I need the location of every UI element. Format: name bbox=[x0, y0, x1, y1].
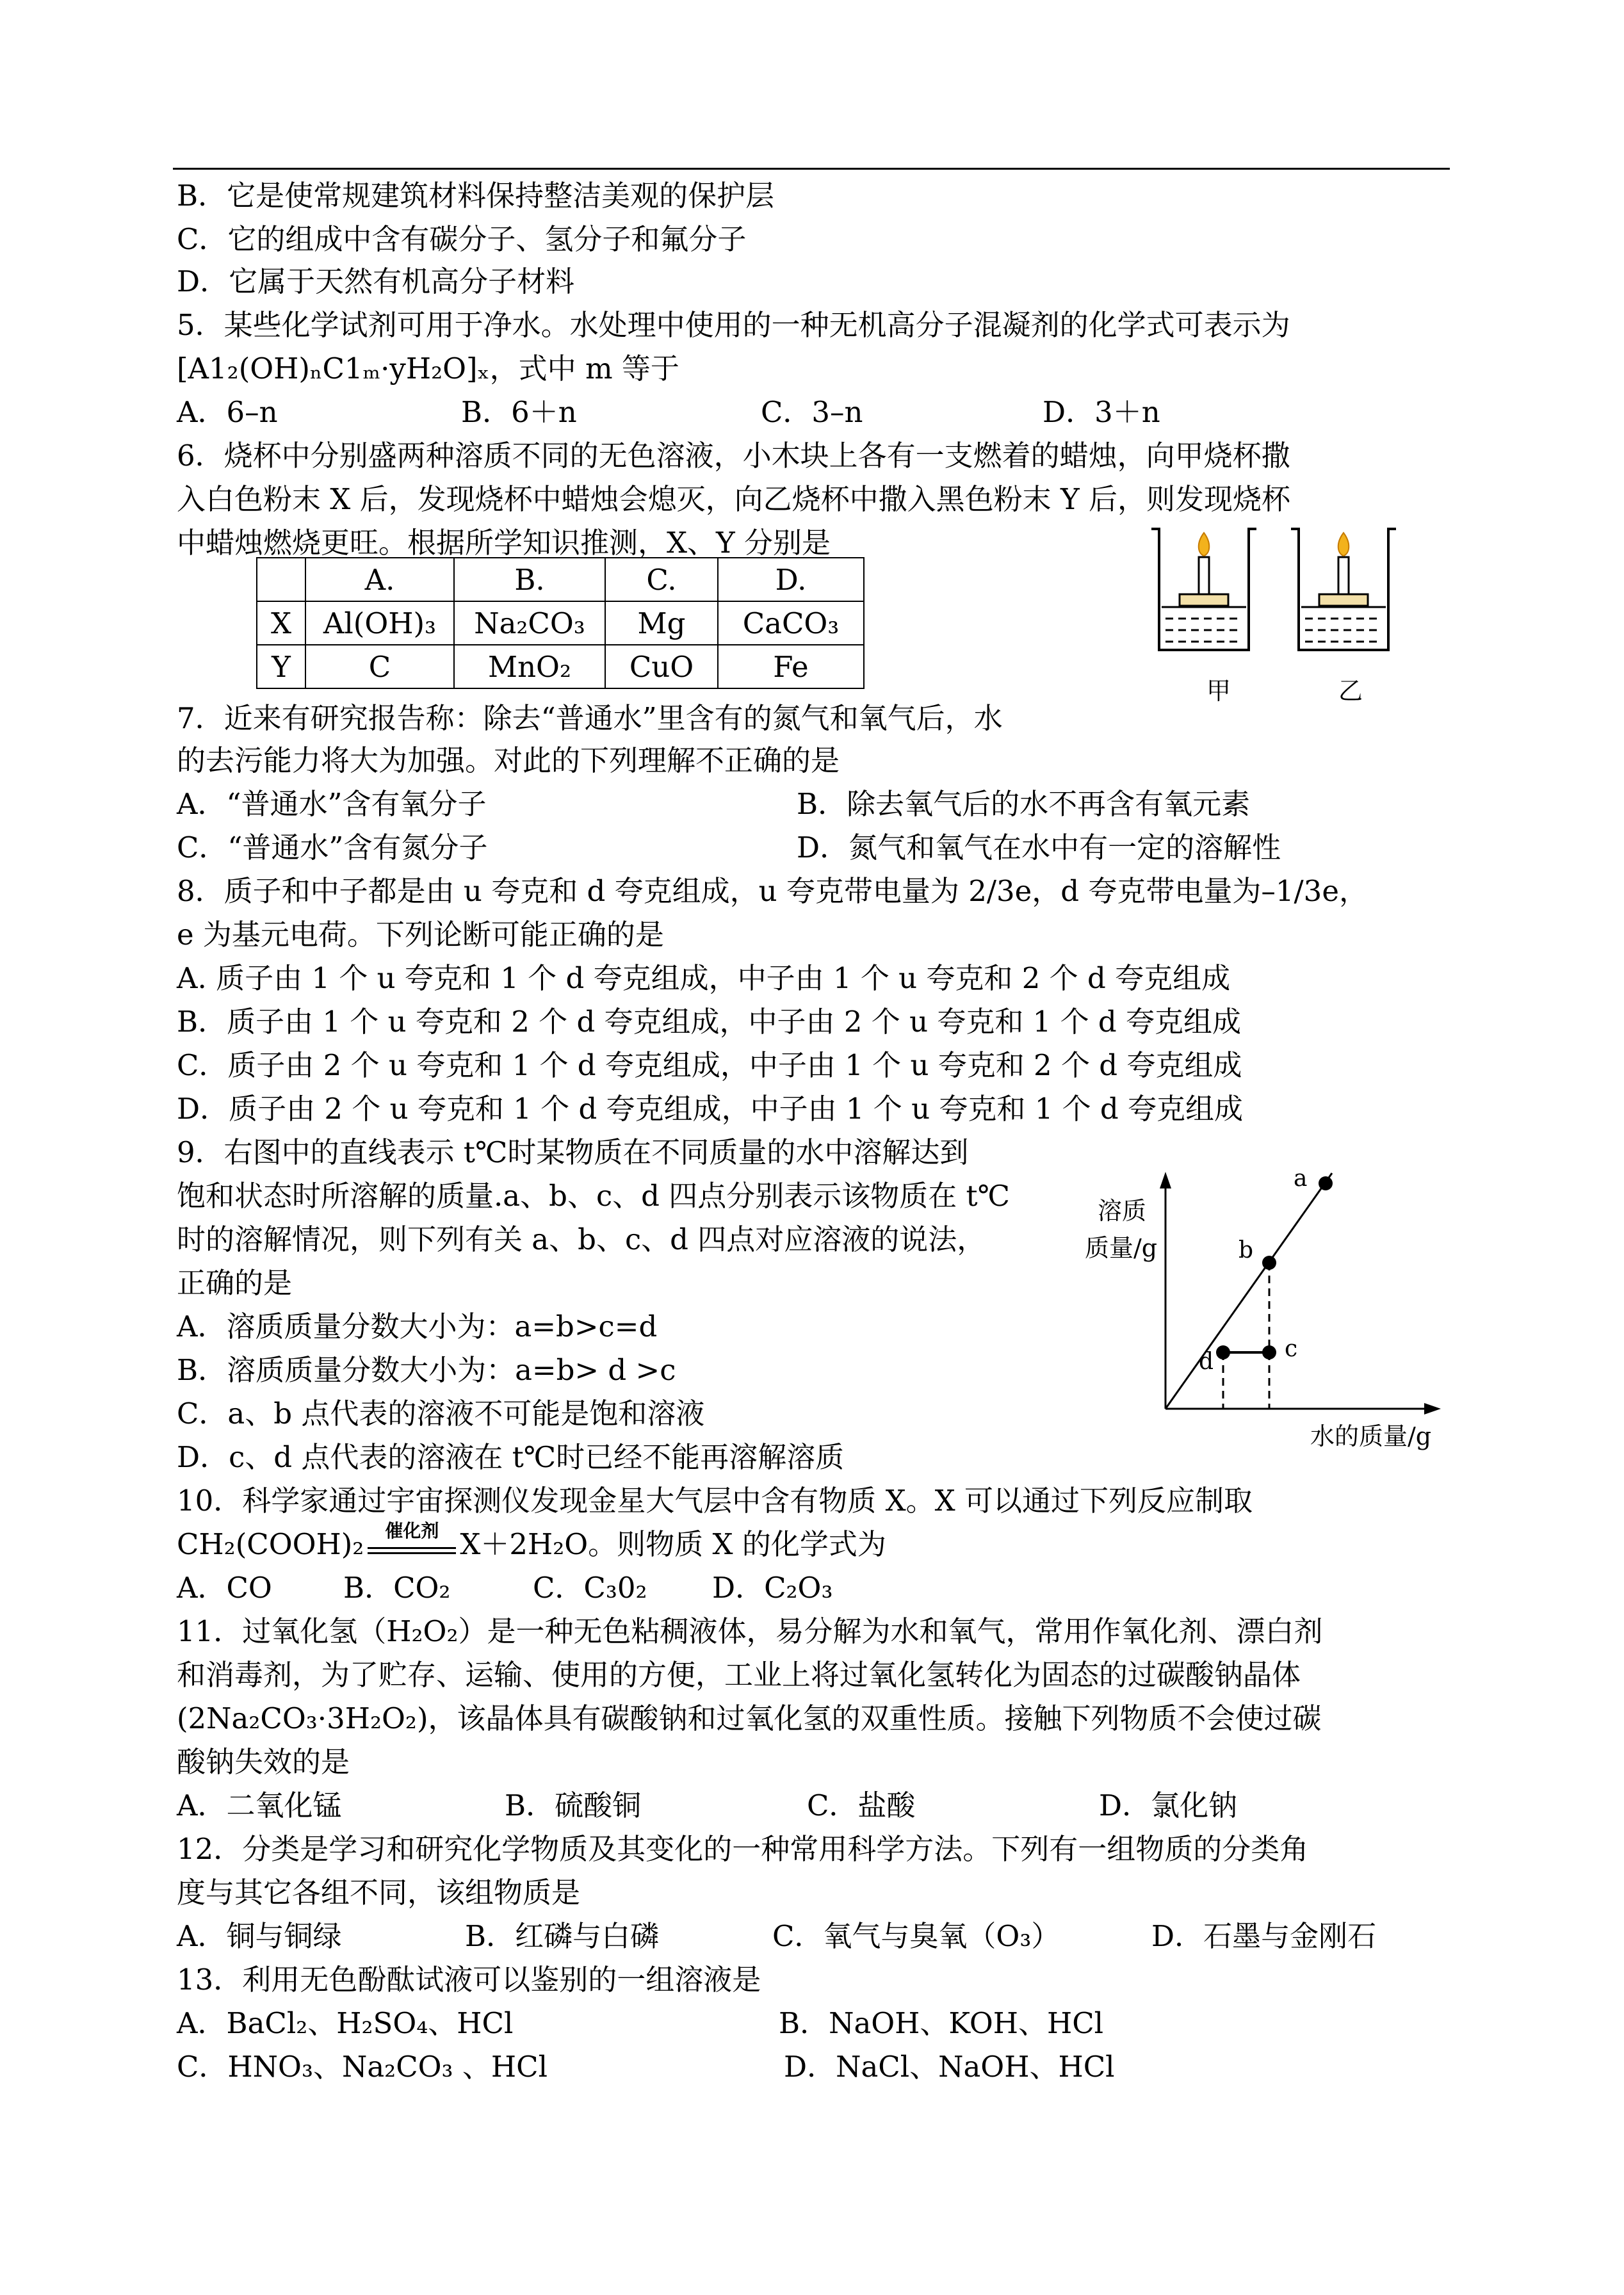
solubility-graph bbox=[1146, 1153, 1454, 1422]
table-cell: MnO₂ bbox=[454, 645, 605, 688]
q10-reactant: CH₂(COOH)₂ bbox=[177, 1527, 364, 1561]
q10-equation-line: CH₂(COOH)₂ 催化剂 X＋2H₂O。则物质 X 的化学式为 bbox=[177, 1520, 886, 1561]
q11-stem-3: (2Na₂CO₃·3H₂O₂)，该晶体具有碳酸钠和过氧化氢的双重性质。接触下列物质不会使过碳 bbox=[177, 1701, 1322, 1735]
header-rule bbox=[173, 168, 1450, 170]
y-axis-label-1: 溶质 bbox=[1098, 1197, 1147, 1225]
q13-option-b: B．NaOH、KOH、HCl bbox=[779, 2006, 1104, 2040]
q7-option-d: D．氮气和氧气在水中有一定的溶解性 bbox=[797, 831, 1281, 864]
q12-stem-1: 12．分类是学习和研究化学物质及其变化的一种常用科学方法。下列有一组物质的分类角 bbox=[177, 1832, 1309, 1866]
table-cell: C. bbox=[605, 558, 718, 601]
q10-option-c: C．C₃0₂ bbox=[533, 1571, 647, 1605]
q7-stem-2: 的去污能力将大为加强。对此的下列理解不正确的是 bbox=[177, 743, 840, 777]
q8-stem-1: 8．质子和中子都是由 u 夸克和 d 夸克组成，u 夸克带电量为 2/3e，d 夸克带电量为–1/3e， bbox=[177, 874, 1368, 908]
q6-answer-table bbox=[256, 557, 865, 689]
q10-catalyst: 催化剂 bbox=[385, 1520, 439, 1541]
q6-stem-3: 中蜡烛燃烧更旺。根据所学知识推测，X、Y 分别是 bbox=[177, 526, 831, 560]
point-label-d: d bbox=[1199, 1349, 1214, 1375]
q9-stem-3: 时的溶解情况，则下列有关 a、b、c、d 四点对应溶液的说法， bbox=[177, 1222, 986, 1256]
q5-formula: [A1₂(OH)ₙC1ₘ·yH₂O]ₓ bbox=[177, 352, 490, 385]
q11-stem-1: 11．过氧化氢（H₂O₂）是一种无色粘稠液体，易分解为水和氧气，常用作氧化剂、漂白剂 bbox=[177, 1614, 1323, 1648]
q5-option-d: D．3＋n bbox=[1043, 395, 1160, 429]
point-label-a: a bbox=[1294, 1165, 1308, 1192]
q13-option-d: D．NaCl、NaOH、HCl bbox=[784, 2050, 1115, 2084]
point-d bbox=[1216, 1345, 1230, 1359]
beaker-label-jia: 甲 bbox=[1206, 677, 1231, 705]
q5-stem: 5．某些化学试剂可用于净水。水处理中使用的一种无机高分子混凝剂的化学式可表示为 bbox=[177, 308, 1290, 342]
q10-option-a: A．CO bbox=[177, 1571, 272, 1605]
q10-arrow bbox=[364, 1520, 460, 1560]
q4-option-d: D．它属于天然有机高分子材料 bbox=[177, 264, 575, 298]
q5-option-c: C．3–n bbox=[761, 395, 863, 429]
q11-stem-4: 酸钠失效的是 bbox=[177, 1745, 350, 1779]
point-a bbox=[1319, 1176, 1333, 1190]
table-cell: B. bbox=[454, 558, 605, 601]
q5-option-b: B．6＋n bbox=[461, 395, 577, 429]
q9-stem-2: 饱和状态时所溶解的质量.a、b、c、d 四点分别表示该物质在 t℃ bbox=[177, 1179, 1010, 1213]
q7-option-c: C．“普通水”含有氮分子 bbox=[177, 831, 488, 864]
q8-option-b: B．质子由 1 个 u 夸克和 2 个 d 夸克组成，中子由 2 个 u 夸克和 1 个 d 夸克组成 bbox=[177, 1005, 1242, 1039]
q9-option-d: D．c、d 点代表的溶液在 t℃时已经不能再溶解溶质 bbox=[177, 1440, 845, 1474]
q5-option-a: A．6–n bbox=[177, 395, 278, 429]
q9-option-b: B．溶质质量分数大小为：a=b> d >c bbox=[177, 1353, 676, 1387]
q12-option-d: D．石墨与金刚石 bbox=[1151, 1919, 1377, 1953]
q12-stem-2: 度与其它各组不同，该组物质是 bbox=[177, 1876, 581, 1910]
q9-option-a: A．溶质质量分数大小为：a=b>c=d bbox=[177, 1310, 658, 1343]
beakers-illustration bbox=[1140, 519, 1409, 685]
q8-stem-2: e 为基元电荷。下列论断可能正确的是 bbox=[177, 918, 664, 952]
q10-products: X＋2H₂O bbox=[460, 1527, 589, 1561]
q7-option-b: B．除去氧气后的水不再含有氧元素 bbox=[797, 787, 1251, 821]
q7-option-a: A．“普通水”含有氧分子 bbox=[177, 787, 487, 821]
table-cell: Mg bbox=[605, 601, 718, 645]
beaker-jia bbox=[1151, 529, 1256, 650]
q11-formula-crystal: (2Na₂CO₃·3H₂O₂) bbox=[177, 1701, 428, 1735]
q10-option-d: D．C₂O₃ bbox=[712, 1571, 833, 1605]
table-row bbox=[257, 601, 864, 645]
q6-stem-2: 入白色粉末 X 后，发现烧杯中蜡烛会熄灭，向乙烧杯中撒入黑色粉末 Y 后，则发现烧杯 bbox=[177, 482, 1290, 516]
y-axis-label-2: 质量/g bbox=[1085, 1234, 1158, 1262]
q11-option-d: D．氯化钠 bbox=[1099, 1788, 1238, 1822]
table-cell: Al(OH)₃ bbox=[305, 601, 454, 645]
q11-option-a: A．二氧化锰 bbox=[177, 1788, 342, 1822]
x-axis-label: 水的质量/g bbox=[1310, 1422, 1432, 1450]
q12-option-c: C．氧气与臭氧（O₃） bbox=[772, 1919, 1060, 1953]
q11-stem-2: 和消毒剂，为了贮存、运输、使用的方便，工业上将过氧化氢转化为固态的过碳酸钠晶体 bbox=[177, 1658, 1301, 1692]
table-cell bbox=[257, 558, 305, 601]
q9-stem-1: 9．右图中的直线表示 t℃时某物质在不同质量的水中溶解达到 bbox=[177, 1135, 969, 1169]
saturation-line bbox=[1165, 1173, 1332, 1409]
table-cell: D. bbox=[718, 558, 864, 601]
q6-stem-1: 6．烧杯中分别盛两种溶质不同的无色溶液，小木块上各有一支燃着的蜡烛，向甲烧杯撒 bbox=[177, 439, 1290, 473]
point-c bbox=[1262, 1345, 1276, 1359]
q12-option-a: A．铜与铜绿 bbox=[177, 1919, 342, 1953]
table-cell: C bbox=[305, 645, 454, 688]
q13-stem: 13．利用无色酚酞试液可以鉴别的一组溶液是 bbox=[177, 1963, 761, 1997]
q12-option-b: B．红磷与白磷 bbox=[465, 1919, 660, 1953]
q10-stem-1: 10．科学家通过宇宙探测仪发现金星大气层中含有物质 X。X 可以通过下列反应制取 bbox=[177, 1484, 1253, 1518]
q9-stem-4: 正确的是 bbox=[177, 1266, 293, 1300]
q10-option-b: B．CO₂ bbox=[343, 1571, 451, 1605]
table-cell: Na₂CO₃ bbox=[454, 601, 605, 645]
q8-option-a: A. 质子由 1 个 u 夸克和 1 个 d 夸克组成，中子由 1 个 u 夸克和 2 个 d 夸克组成 bbox=[177, 961, 1231, 995]
q13-option-a: A．BaCl₂、H₂SO₄、HCl bbox=[177, 2006, 514, 2040]
table-cell: CuO bbox=[605, 645, 718, 688]
table-cell: A. bbox=[305, 558, 454, 601]
q5-stem-2: [A1₂(OH)ₙC1ₘ·yH₂O]ₓ，式中 m 等于 bbox=[177, 352, 679, 385]
point-label-b: b bbox=[1238, 1237, 1254, 1263]
table-cell: Y bbox=[257, 645, 305, 688]
q8-option-c: C．质子由 2 个 u 夸克和 1 个 d 夸克组成，中子由 1 个 u 夸克和 2 个 d 夸克组成 bbox=[177, 1048, 1242, 1082]
q4-option-b: B．它是使常规建筑材料保持整洁美观的保护层 bbox=[177, 179, 775, 213]
table-cell: CaCO₃ bbox=[718, 601, 864, 645]
q13-option-c: C．HNO₃、Na₂CO₃ 、HCl bbox=[177, 2050, 548, 2084]
q11-option-b: B．硫酸铜 bbox=[505, 1788, 642, 1822]
q9-option-c: C．a、b 点代表的溶液不可能是饱和溶液 bbox=[177, 1397, 705, 1431]
q7-stem-1: 7．近来有研究报告称：除去“普通水”里含有的氮气和氧气后，水 bbox=[177, 701, 1003, 735]
table-cell: X bbox=[257, 601, 305, 645]
beaker-label-yi: 乙 bbox=[1338, 677, 1363, 705]
point-label-c: c bbox=[1285, 1336, 1298, 1362]
q4-option-c: C．它的组成中含有碳分子、氢分子和氟分子 bbox=[177, 222, 747, 256]
table-cell: Fe bbox=[718, 645, 864, 688]
q11-option-c: C．盐酸 bbox=[807, 1788, 916, 1822]
q8-option-d: D．质子由 2 个 u 夸克和 1 个 d 夸克组成，中子由 1 个 u 夸克和 1 个 d 夸克组成 bbox=[177, 1092, 1244, 1126]
table-row bbox=[257, 645, 864, 688]
point-b bbox=[1262, 1256, 1276, 1270]
beaker-yi bbox=[1291, 529, 1396, 650]
table-row bbox=[257, 558, 864, 601]
q11-formula-h2o2: H₂O₂ bbox=[386, 1614, 459, 1648]
